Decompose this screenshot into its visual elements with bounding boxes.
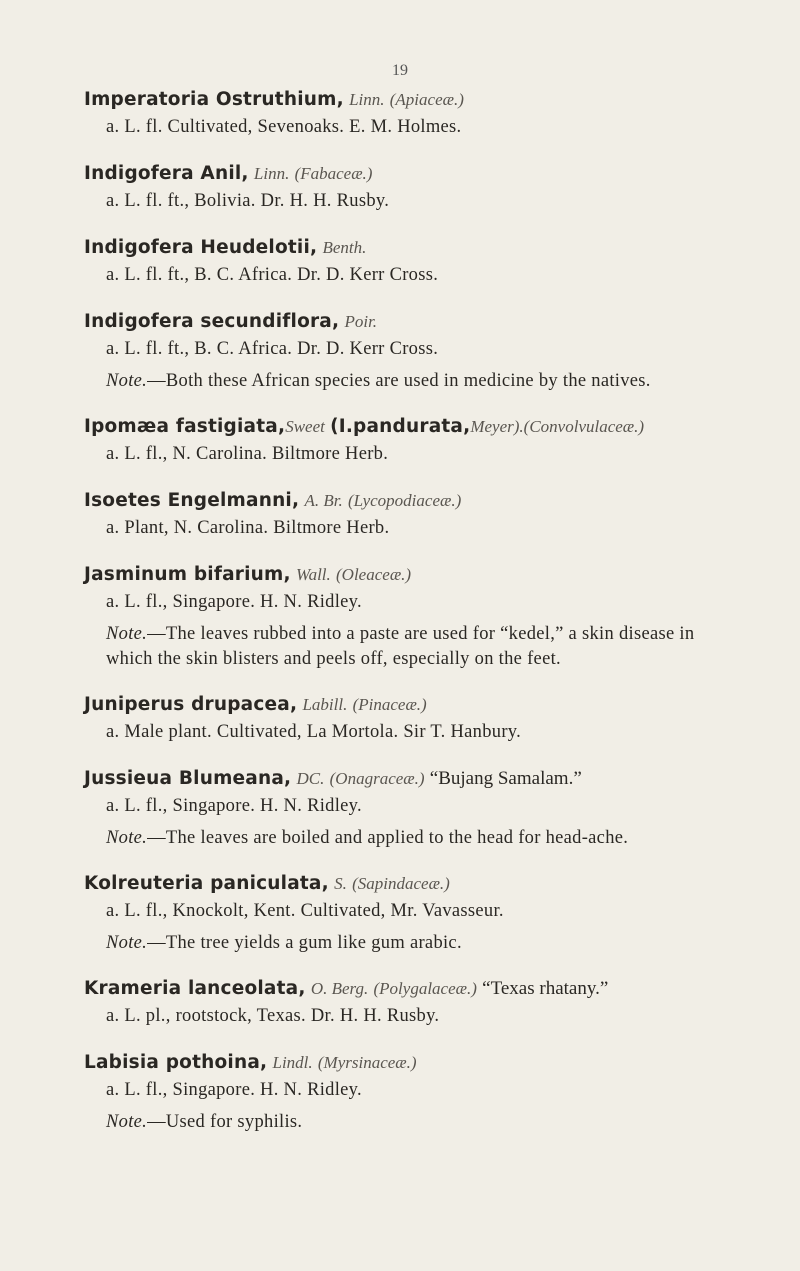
entry-indigofera-secundiflora: [84, 306, 724, 394]
species-name: Isoetes Engelmanni,: [84, 490, 300, 511]
note-label: Note.: [106, 624, 148, 644]
specimen-line: a. L. fl., Knockolt, Kent. Cultivated, Mr. Vavasseur.: [106, 901, 504, 921]
family: (Convolvulaceæ.): [523, 417, 645, 436]
entry-heading: [84, 306, 724, 336]
author: Poir.: [344, 312, 378, 331]
entry-ipomaea: [84, 411, 724, 468]
entry-imperatoria: [84, 84, 724, 141]
family: (Myrsinaceæ.): [317, 1053, 417, 1072]
specimen-line: a. L. fl., Singapore. H. N. Ridley.: [106, 796, 362, 816]
author: DC.: [296, 769, 325, 788]
entry-labisia: [84, 1047, 724, 1135]
specimen-line: a. Plant, N. Carolina. Biltmore Herb.: [106, 518, 390, 538]
note-text: —The leaves are boiled and applied to the head for head-ache.: [147, 828, 629, 848]
entry-juniperus: [84, 689, 724, 746]
note: [84, 622, 724, 672]
synonym-name: (I.pandurata,: [330, 416, 471, 437]
species-name: Labisia pothoina,: [84, 1052, 268, 1073]
specimen-line: a. L. fl. ft., B. C. Africa. Dr. D. Kerr Cross.: [106, 339, 439, 359]
author: Lindl.: [272, 1053, 313, 1072]
family: (Polygalaceæ.): [373, 979, 477, 998]
entry-heading: [84, 689, 724, 719]
entry-jussieua: [84, 763, 724, 851]
entry-heading: [84, 559, 724, 589]
species-name: Juniperus drupacea,: [84, 694, 298, 715]
family: (Sapindaceæ.): [352, 874, 450, 893]
specimen-line: a. L. fl., N. Carolina. Biltmore Herb.: [106, 444, 389, 464]
species-name: Jussieua Blumeana,: [84, 768, 292, 789]
author: Sweet: [285, 417, 325, 436]
note: [84, 369, 724, 394]
species-name: Ipomæa fastigiata,: [84, 416, 286, 437]
author: Wall.: [295, 565, 331, 584]
specimen-line: a. L. fl., Singapore. H. N. Ridley.: [106, 592, 362, 612]
species-name: Indigofera secundiflora,: [84, 311, 340, 332]
common-name: “Texas rhatany.”: [482, 978, 609, 999]
specimen-line: a. L. fl. ft., Bolivia. Dr. H. H. Rusby.: [106, 191, 390, 211]
author: Benth.: [322, 238, 367, 257]
family: (Fabaceæ.): [294, 164, 373, 183]
author: S.: [334, 874, 347, 893]
entry-jasminum: [84, 559, 724, 672]
note-text: —Both these African species are used in medicine by the natives.: [147, 371, 651, 391]
author: Linn.: [253, 164, 290, 183]
specimen-line: a. L. fl. Cultivated, Sevenoaks. E. M. Holmes.: [106, 117, 462, 137]
note: [84, 931, 724, 956]
note-text: —Used for syphilis.: [147, 1112, 303, 1132]
species-name: Krameria lanceolata,: [84, 978, 306, 999]
common-name: “Bujang Samalam.”: [429, 768, 582, 789]
note: [84, 1110, 724, 1135]
species-name: Imperatoria Ostruthium,: [84, 89, 344, 110]
family: (Lycopodiaceæ.): [347, 491, 462, 510]
specimen-line: a. Male plant. Cultivated, La Mortola. Sir T. Hanbury.: [106, 722, 522, 742]
author: O. Berg.: [310, 979, 369, 998]
note-label: Note.: [106, 933, 148, 953]
note-text: —The tree yields a gum like gum arabic.: [147, 933, 462, 953]
specimen-line: a. L. pl., rootstock, Texas. Dr. H. H. Rusby.: [106, 1006, 440, 1026]
entry-heading: [84, 158, 724, 188]
entry-heading: [84, 411, 724, 441]
entry-kolreuteria: [84, 868, 724, 956]
entry-heading: [84, 973, 724, 1003]
entry-heading: [84, 763, 724, 793]
entry-indigofera-anil: [84, 158, 724, 215]
family: (Oleaceæ.): [336, 565, 412, 584]
note-label: Note.: [106, 371, 148, 391]
note-text: —The leaves rubbed into a paste are used for “kedel,” a skin disease in which the skin blisters and peels off, especially on the feet.: [106, 624, 695, 669]
family: (Apiaceæ.): [389, 90, 464, 109]
author: Labill.: [302, 695, 348, 714]
synonym-author: Meyer).: [470, 417, 524, 436]
family: (Pinaceæ.): [352, 695, 427, 714]
entry-heading: [84, 232, 724, 262]
entry-heading: [84, 84, 724, 114]
note-label: Note.: [106, 1112, 148, 1132]
specimen-line: a. L. fl., Singapore. H. N. Ridley.: [106, 1080, 362, 1100]
entry-list: [84, 84, 724, 1152]
page-number: 19: [392, 62, 408, 79]
species-name: Jasminum bifarium,: [84, 564, 291, 585]
entry-heading: [84, 868, 724, 898]
note: [84, 826, 724, 851]
note-label: Note.: [106, 828, 148, 848]
species-name: Indigofera Anil,: [84, 163, 249, 184]
species-name: Kolreuteria paniculata,: [84, 873, 329, 894]
family: (Onagraceæ.): [329, 769, 425, 788]
entry-heading: [84, 1047, 724, 1077]
entry-isoetes: [84, 485, 724, 542]
entry-krameria: [84, 973, 724, 1030]
specimen-line: a. L. fl. ft., B. C. Africa. Dr. D. Kerr Cross.: [106, 265, 439, 285]
author: Linn.: [349, 90, 385, 109]
author: A. Br.: [304, 491, 343, 510]
entry-heading: [84, 485, 724, 515]
species-name: Indigofera Heudelotii,: [84, 237, 318, 258]
entry-indigofera-heudelotii: [84, 232, 724, 289]
